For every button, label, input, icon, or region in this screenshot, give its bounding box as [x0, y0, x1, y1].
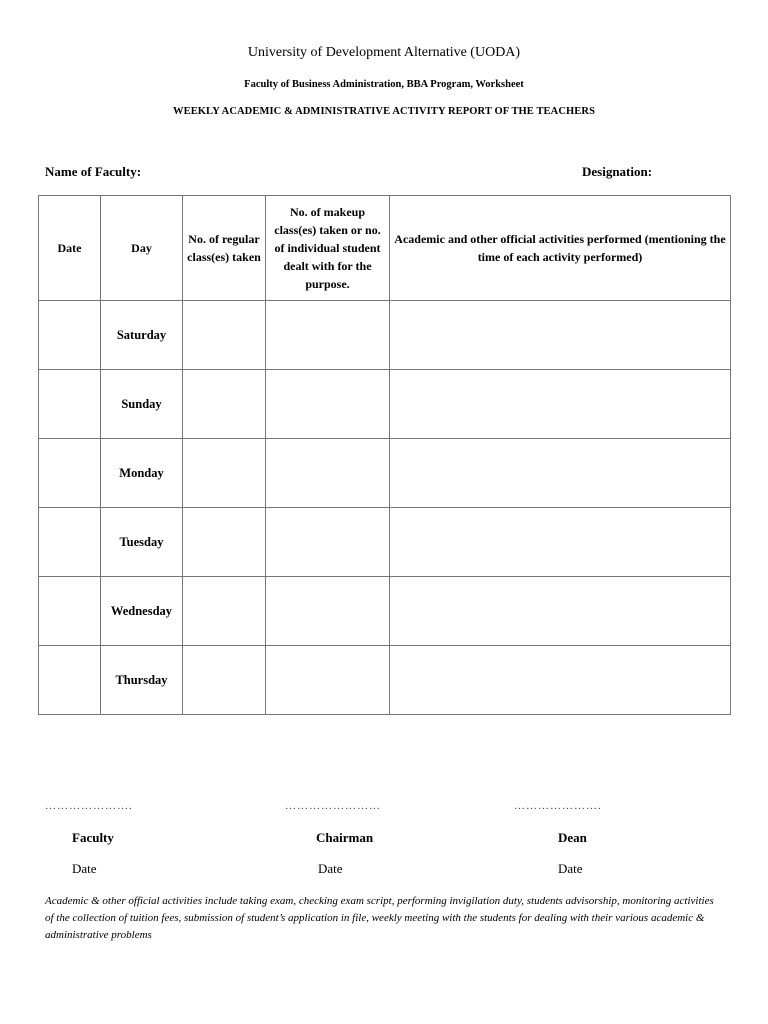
table-row: [39, 301, 731, 370]
header-date: Date: [39, 196, 101, 301]
table-row: [39, 646, 731, 715]
name-of-faculty-label: Name of Faculty:: [45, 164, 142, 179]
day-cell: Wednesday: [101, 577, 183, 646]
chairman-date-label: Date: [318, 861, 343, 876]
chairman-role-label: Chairman: [316, 830, 374, 845]
day-cell: Monday: [101, 439, 183, 508]
activities-cell[interactable]: [390, 301, 731, 370]
header-makeup-classes: No. of makeup class(es) taken or no. of individual student dealt with for the purpose.: [266, 196, 390, 301]
faculty-signature-line: ………………….: [45, 800, 133, 812]
makeup-classes-cell[interactable]: [266, 370, 390, 439]
date-cell[interactable]: [39, 301, 101, 370]
dean-signature-line: ………………….: [514, 800, 602, 812]
designation-label: Designation:: [582, 164, 653, 179]
day-cell: Tuesday: [101, 508, 183, 577]
makeup-classes-cell[interactable]: [266, 439, 390, 508]
activities-cell[interactable]: [390, 646, 731, 715]
regular-classes-cell[interactable]: [183, 439, 266, 508]
report-title: WEEKLY ACADEMIC & ADMINISTRATIVE ACTIVITY REPORT OF THE TEACHERS: [172, 106, 596, 117]
faculty-role-label: Faculty: [72, 830, 114, 845]
header-activities: Academic and other official activities performed (mentioning the time of each activity performed): [390, 196, 731, 301]
activity-table: [38, 195, 731, 715]
day-cell: Sunday: [101, 370, 183, 439]
date-cell[interactable]: [39, 370, 101, 439]
activities-cell[interactable]: [390, 370, 731, 439]
regular-classes-cell[interactable]: [183, 646, 266, 715]
activities-cell[interactable]: [390, 508, 731, 577]
makeup-classes-cell[interactable]: [266, 508, 390, 577]
date-cell[interactable]: [39, 577, 101, 646]
table-row: [39, 508, 731, 577]
regular-classes-cell[interactable]: [183, 370, 266, 439]
regular-classes-cell[interactable]: [183, 577, 266, 646]
faculty-program-line: Faculty of Business Administration, BBA Program, Worksheet: [244, 79, 524, 90]
header-regular-classes: No. of regular class(es) taken: [183, 196, 266, 301]
activities-cell[interactable]: [390, 439, 731, 508]
table-row: [39, 370, 731, 439]
activities-cell[interactable]: [390, 577, 731, 646]
activities-footnote: Academic & other official activities include taking exam, checking exam script, performing invigilation duty, students advisorship, monitoring activities of the collection of tuition fees, submission of student’s application in file, weekly meeting with the students for dealing with their various academic & administrative problems: [45, 895, 714, 941]
chairman-signature-line: ……………………: [285, 800, 381, 812]
day-cell: Thursday: [101, 646, 183, 715]
table-header-row: [39, 196, 731, 301]
table-row: [39, 577, 731, 646]
regular-classes-cell[interactable]: [183, 508, 266, 577]
dean-date-label: Date: [558, 861, 583, 876]
university-title: University of Development Alternative (UODA): [247, 45, 521, 60]
makeup-classes-cell[interactable]: [266, 577, 390, 646]
date-cell[interactable]: [39, 646, 101, 715]
date-cell[interactable]: [39, 508, 101, 577]
dean-role-label: Dean: [558, 830, 587, 845]
date-cell[interactable]: [39, 439, 101, 508]
day-cell: Saturday: [101, 301, 183, 370]
table-row: [39, 439, 731, 508]
faculty-date-label: Date: [72, 861, 97, 876]
makeup-classes-cell[interactable]: [266, 301, 390, 370]
header-day: Day: [101, 196, 183, 301]
makeup-classes-cell[interactable]: [266, 646, 390, 715]
regular-classes-cell[interactable]: [183, 301, 266, 370]
